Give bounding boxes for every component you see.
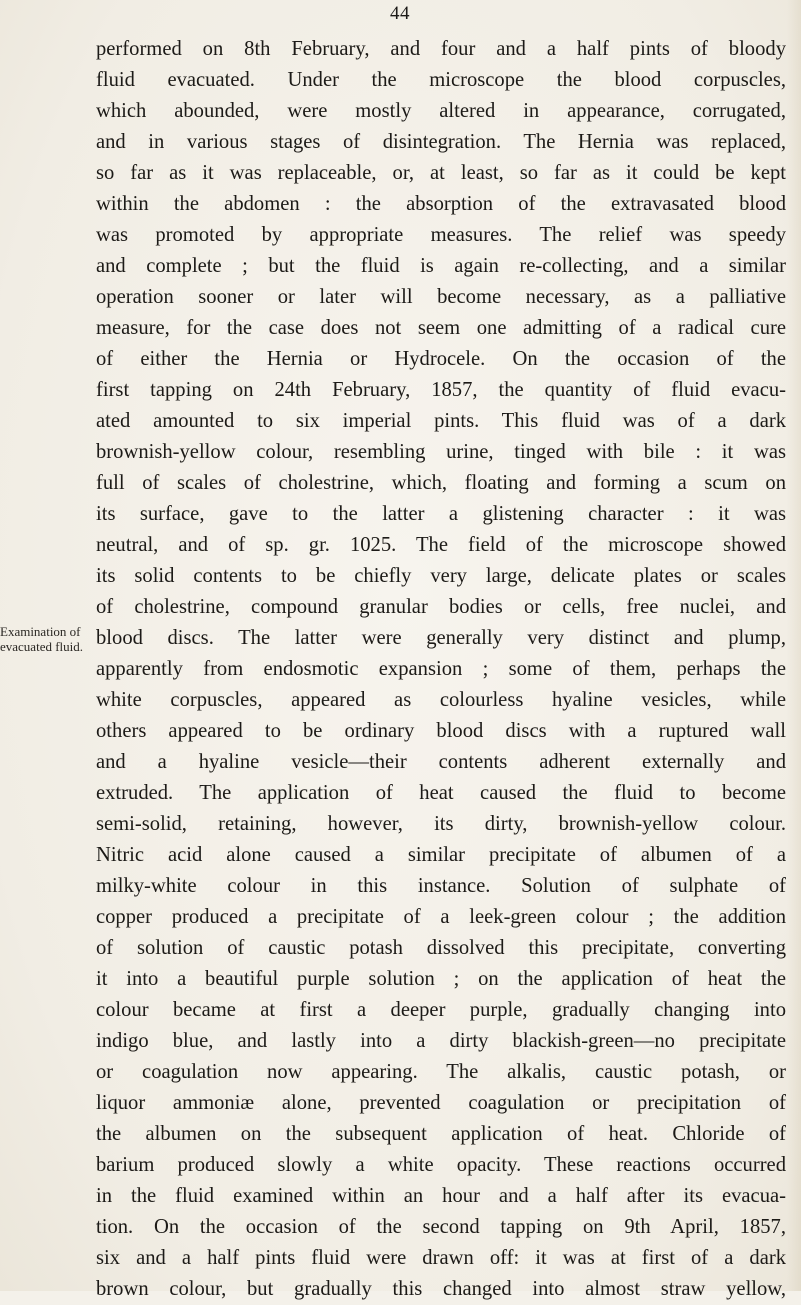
text-line: full of scales of cholestrine, which, floating and forming a scum on <box>96 472 786 494</box>
marginal-note-line: Examination of <box>0 624 81 639</box>
text-line: in the fluid examined within an hour and a half after its evacua- <box>96 1185 786 1207</box>
text-line: operation sooner or later will become necessary, as a palliative <box>96 286 786 308</box>
page-number: 44 <box>390 3 410 24</box>
text-line: and in various stages of disintegration. The Hernia was replaced, <box>96 131 786 153</box>
text-line: and a hyaline vesicle—their contents adherent externally and <box>96 751 786 773</box>
text-line: liquor ammoniæ alone, prevented coagulation or precipitation of <box>96 1092 786 1114</box>
page-edge-shading <box>787 0 801 1291</box>
text-line: which abounded, were mostly altered in appearance, corrugated, <box>96 100 786 122</box>
text-line: brown colour, but gradually this changed into almost straw yellow, <box>96 1278 786 1300</box>
text-line: its surface, gave to the latter a glistening character : it was <box>96 503 786 525</box>
text-line: of solution of caustic potash dissolved this precipitate, converting <box>96 937 786 959</box>
text-line: ated amounted to six imperial pints. This fluid was of a dark <box>96 410 786 432</box>
text-line: or coagulation now appearing. The alkalis, caustic potash, or <box>96 1061 786 1083</box>
text-line: of either the Hernia or Hydrocele. On the occasion of the <box>96 348 786 370</box>
text-line: it into a beautiful purple solution ; on the application of heat the <box>96 968 786 990</box>
text-line: so far as it was replaceable, or, at least, so far as it could be kept <box>96 162 786 184</box>
text-line: barium produced slowly a white opacity. These reactions occurred <box>96 1154 786 1176</box>
text-line: apparently from endosmotic expansion ; some of them, perhaps the <box>96 658 786 680</box>
text-line: blood discs. The latter were generally very distinct and plump, <box>96 627 786 649</box>
text-line: white corpuscles, appeared as colourless hyaline vesicles, while <box>96 689 786 711</box>
text-line: extruded. The application of heat caused the fluid to become <box>96 782 786 804</box>
text-line: was promoted by appropriate measures. The relief was speedy <box>96 224 786 246</box>
text-line: colour became at first a deeper purple, gradually changing into <box>96 999 786 1021</box>
marginal-note-line: evacuated fluid. <box>0 639 84 654</box>
text-line: milky-white colour in this instance. Solution of sulphate of <box>96 875 786 897</box>
text-line: the albumen on the subsequent application of heat. Chloride of <box>96 1123 786 1145</box>
text-line: semi-solid, retaining, however, its dirty, brownish-yellow colour. <box>96 813 786 835</box>
text-line: Nitric acid alone caused a similar precipitate of albumen of a <box>96 844 786 866</box>
text-line: first tapping on 24th February, 1857, the quantity of fluid evacu- <box>96 379 786 401</box>
marginal-note <box>0 624 92 654</box>
text-line: tion. On the occasion of the second tapping on 9th April, 1857, <box>96 1216 786 1238</box>
text-line: copper produced a precipitate of a leek-green colour ; the addition <box>96 906 786 928</box>
text-line: its solid contents to be chiefly very large, delicate plates or scales <box>96 565 786 587</box>
body-text <box>96 34 786 1305</box>
text-line: performed on 8th February, and four and a half pints of bloody <box>96 38 786 60</box>
text-line: fluid evacuated. Under the microscope the blood corpuscles, <box>96 69 786 91</box>
text-line: indigo blue, and lastly into a dirty blackish-green—no precipitate <box>96 1030 786 1052</box>
text-line: of cholestrine, compound granular bodies or cells, free nuclei, and <box>96 596 786 618</box>
text-line: measure, for the case does not seem one admitting of a radical cure <box>96 317 786 339</box>
text-line: within the abdomen : the absorption of the extravasated blood <box>96 193 786 215</box>
text-line: six and a half pints fluid were drawn off: it was at first of a dark <box>96 1247 786 1269</box>
text-line: and complete ; but the fluid is again re-collecting, and a similar <box>96 255 786 277</box>
text-line: others appeared to be ordinary blood discs with a ruptured wall <box>96 720 786 742</box>
text-line: brownish-yellow colour, resembling urine, tinged with bile : it was <box>96 441 786 463</box>
text-line: neutral, and of sp. gr. 1025. The field of the microscope showed <box>96 534 786 556</box>
